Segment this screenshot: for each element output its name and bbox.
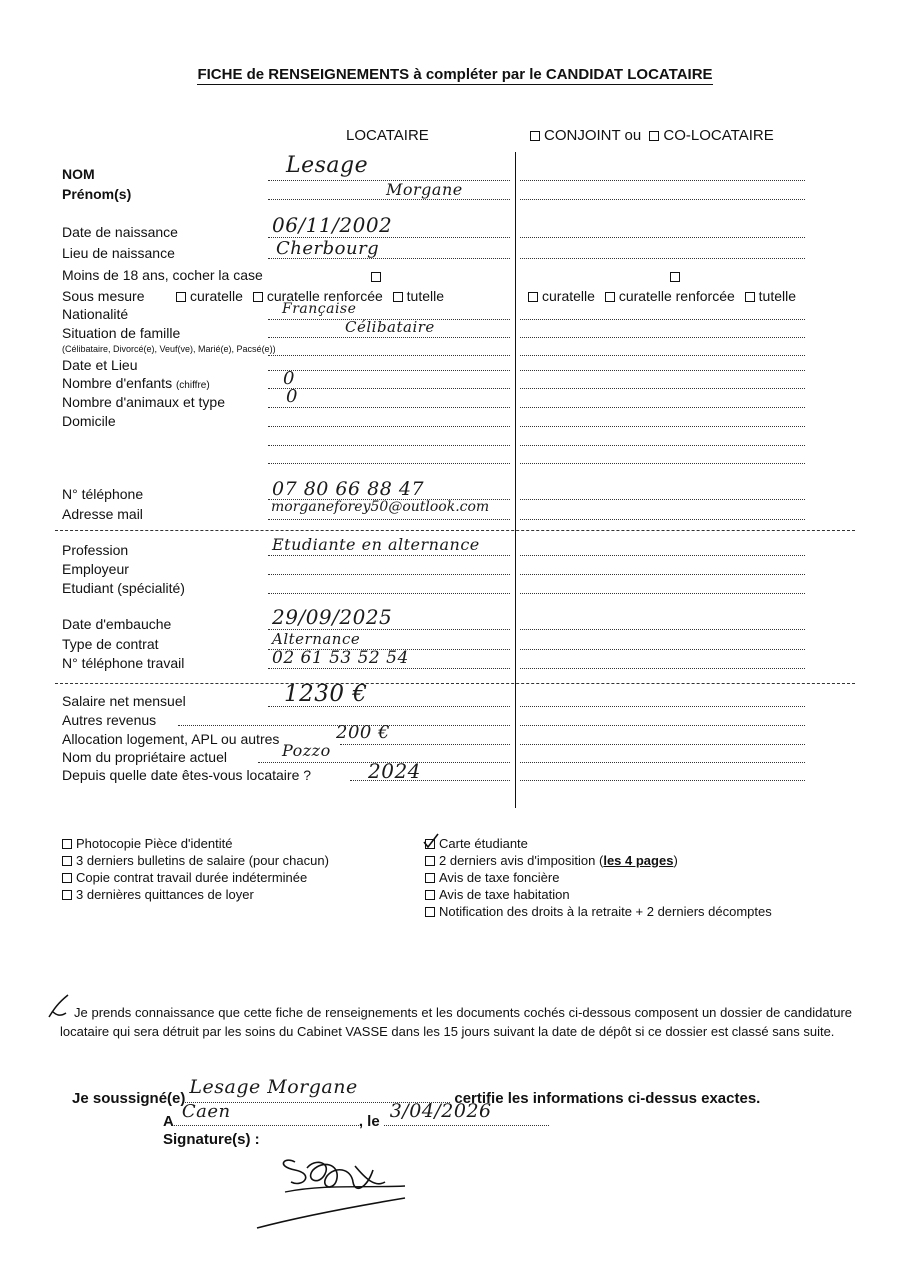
field-line-conjoint: [520, 574, 805, 575]
field-line: [268, 370, 510, 371]
checkbox-colocataire[interactable]: [649, 131, 659, 141]
field-line-conjoint: [520, 706, 805, 707]
value-cert-name[interactable]: Lesage Morgane: [189, 1076, 358, 1098]
field-line: [268, 199, 510, 200]
doc-notification-retraite[interactable]: Notification des droits à la retraite + 2 derniers décomptes: [425, 904, 772, 919]
value-date-embauche[interactable]: 29/09/2025: [272, 605, 393, 629]
value-salaire[interactable]: 1230 €: [284, 681, 368, 707]
value-type-contrat[interactable]: Alternance: [272, 630, 361, 648]
field-line-conjoint: [520, 555, 805, 556]
value-profession[interactable]: Etudiante en alternance: [272, 535, 480, 554]
value-situation[interactable]: Célibataire: [345, 318, 435, 336]
declaration-text: Je prends connaissance que cette fiche de renseignements et les documents cochés ci-dessous composent un dossier de candidature locataire qui sera détruit par les soins du Cabinet VASSE dans les 15 jours suivant la date de dépôt si ce dossier est classé sans suite.: [60, 1005, 852, 1039]
label-depuis: Depuis quelle date êtes-vous locataire ?: [62, 767, 312, 783]
value-proprietaire[interactable]: Pozzo: [282, 741, 331, 760]
column-divider: [515, 152, 516, 808]
cert-line: Je soussigné(e) Lesage Morgane certifie les informations ci-dessus exactes.: [72, 1076, 761, 1107]
field-line-conjoint: [520, 780, 805, 781]
label-moins-18: Moins de 18 ans, cocher la case: [62, 267, 263, 283]
field-line-conjoint: [520, 463, 805, 464]
field-line-conjoint: [520, 744, 805, 745]
field-line: [268, 463, 510, 464]
label-nationalite: Nationalité: [62, 306, 129, 322]
signature-label: Signature(s) :: [163, 1131, 260, 1148]
column-header-locataire: LOCATAIRE: [346, 127, 429, 144]
field-line: [268, 445, 510, 446]
doc-contrat-travail[interactable]: Copie contrat travail durée indéterminée: [62, 870, 307, 885]
label-employeur: Employeur: [62, 561, 129, 577]
doc-quittances-loyer[interactable]: 3 dernières quittances de loyer: [62, 887, 254, 902]
checkbox-tutelle[interactable]: tutelle: [393, 288, 444, 304]
field-line-conjoint: [520, 180, 805, 181]
field-line: [268, 574, 510, 575]
value-tel-travail[interactable]: 02 61 53 52 54: [272, 648, 409, 668]
value-allocation[interactable]: 200 €: [336, 722, 391, 743]
checkbox-curatelle[interactable]: curatelle: [176, 288, 243, 304]
value-prenom[interactable]: Morgane: [386, 180, 463, 199]
checkbox-tutelle[interactable]: tutelle: [745, 288, 796, 304]
field-line: [268, 407, 510, 408]
field-line-conjoint: [520, 762, 805, 763]
field-line-conjoint: [520, 388, 805, 389]
field-line-conjoint: [520, 355, 805, 356]
field-line-conjoint: [520, 725, 805, 726]
field-line-conjoint: [520, 649, 805, 650]
value-animaux[interactable]: 0: [286, 386, 298, 407]
label-profession: Profession: [62, 542, 129, 558]
section-divider: [55, 683, 855, 684]
doc-taxe-fonciere[interactable]: Avis de taxe foncière: [425, 870, 559, 885]
value-cert-date[interactable]: 3/04/2026: [389, 1100, 492, 1122]
field-line-conjoint: [520, 337, 805, 338]
section-divider: [55, 530, 855, 531]
field-line: [268, 337, 510, 338]
checkbox-moins18-locataire[interactable]: [371, 268, 385, 286]
checkbox-conjoint[interactable]: [530, 131, 540, 141]
field-line: [268, 388, 510, 389]
doc-piece-identite[interactable]: Photocopie Pièce d'identité: [62, 836, 232, 851]
label-date-embauche: Date d'embauche: [62, 616, 172, 632]
label-autres-revenus: Autres revenus: [62, 712, 157, 728]
checkbox-curatelle-renforcee[interactable]: curatelle renforcée: [605, 288, 735, 304]
cert-location-date: A Caen , le 3/04/2026: [163, 1111, 549, 1130]
doc-carte-etudiante[interactable]: Carte étudiante: [425, 836, 528, 851]
value-depuis[interactable]: 2024: [368, 759, 421, 783]
field-line: [268, 668, 510, 669]
label-situation-note: (Célibataire, Divorcé(e), Veuf(ve), Marié(e), Pacsé(e)): [62, 344, 276, 354]
label-date-lieu: Date et Lieu: [62, 357, 138, 373]
label-allocation: Allocation logement, APL ou autres: [62, 731, 280, 747]
value-nom[interactable]: Lesage: [286, 153, 369, 178]
value-mail[interactable]: morganeforey50@outlook.com: [271, 499, 490, 515]
label-proprietaire: Nom du propriétaire actuel: [62, 749, 227, 765]
checkmark-icon: [422, 833, 440, 849]
checkbox-moins18-conjoint[interactable]: [670, 268, 684, 286]
field-line: [268, 355, 510, 356]
label-domicile: Domicile: [62, 413, 116, 429]
field-line-conjoint: [520, 319, 805, 320]
label-mail: Adresse mail: [62, 506, 143, 522]
field-line: [268, 593, 510, 594]
value-lieu-naissance[interactable]: Cherbourg: [276, 238, 380, 259]
label-date-naissance: Date de naissance: [62, 224, 178, 240]
label-prenom: Prénom(s): [62, 186, 132, 202]
field-line-conjoint: [520, 258, 805, 259]
field-line-conjoint: [520, 668, 805, 669]
field-line-conjoint: [520, 519, 805, 520]
field-line: [340, 744, 510, 745]
label-tel-travail: N° téléphone travail: [62, 655, 185, 671]
field-line: [268, 555, 510, 556]
doc-bulletins-salaire[interactable]: 3 derniers bulletins de salaire (pour chacun): [62, 853, 329, 868]
field-line-conjoint: [520, 426, 805, 427]
value-cert-city[interactable]: Caen: [181, 1101, 231, 1122]
value-telephone[interactable]: 07 80 66 88 47: [272, 478, 425, 500]
doc-avis-imposition[interactable]: 2 derniers avis d'imposition (les 4 pages): [425, 853, 678, 868]
field-line: [268, 519, 510, 520]
field-line-conjoint: [520, 445, 805, 446]
field-line-conjoint: [520, 199, 805, 200]
value-nationalite[interactable]: Française: [282, 301, 357, 317]
label-telephone: N° téléphone: [62, 486, 144, 502]
field-line-conjoint: [520, 593, 805, 594]
label-sous-mesure: Sous mesure: [62, 288, 145, 304]
label-lieu-naissance: Lieu de naissance: [62, 245, 175, 261]
checkbox-curatelle-renforcee[interactable]: curatelle renforcée: [253, 288, 383, 304]
field-line-conjoint: [520, 237, 805, 238]
mesure-options-conjoint: [528, 288, 796, 304]
checkbox-curatelle[interactable]: curatelle: [528, 288, 595, 304]
field-line-conjoint: [520, 629, 805, 630]
field-line-conjoint: [520, 499, 805, 500]
label-nom: NOM: [62, 166, 95, 182]
page-title: FICHE de RENSEIGNEMENTS à compléter par le CANDIDAT LOCATAIRE: [197, 66, 713, 83]
field-line-conjoint: [520, 370, 805, 371]
label-salaire: Salaire net mensuel: [62, 693, 186, 709]
label-etudiant: Etudiant (spécialité): [62, 580, 185, 596]
label-enfants: Nombre d'enfants (chiffre): [62, 375, 210, 391]
doc-taxe-habitation[interactable]: Avis de taxe habitation: [425, 887, 570, 902]
label-situation: Situation de famille: [62, 325, 181, 341]
field-line: [268, 426, 510, 427]
label-type-contrat: Type de contrat: [62, 636, 159, 652]
label-animaux: Nombre d'animaux et type: [62, 394, 225, 410]
field-line-conjoint: [520, 407, 805, 408]
column-header-conjoint: CONJOINT ou CO-LOCATAIRE: [530, 127, 774, 144]
value-enfants[interactable]: 0: [283, 368, 295, 389]
signature-image: [255, 1148, 415, 1233]
value-date-naissance[interactable]: 06/11/2002: [272, 213, 393, 237]
